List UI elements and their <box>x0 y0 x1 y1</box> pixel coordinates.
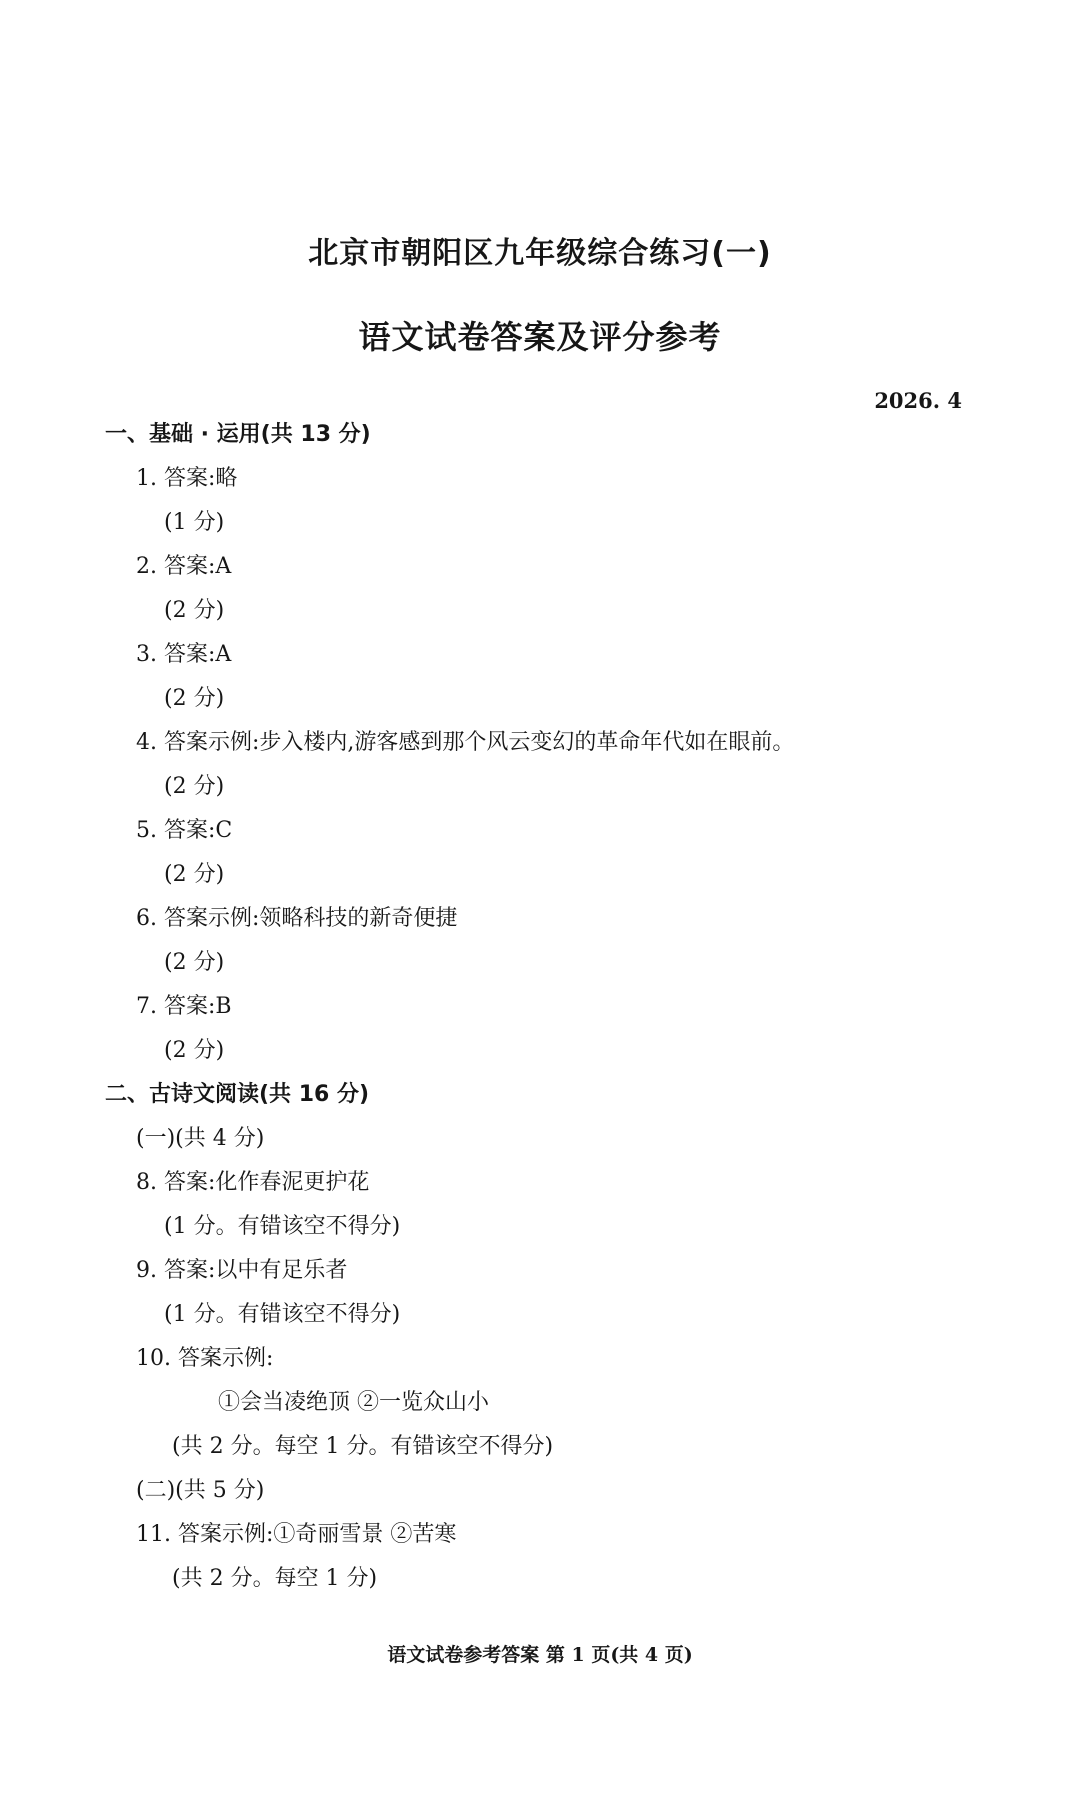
answer-line: 4. 答案示例:步入楼内,游客感到那个风云变幻的革命年代如在眼前。 <box>136 730 795 755</box>
subsection-heading: (一)(共 4 分) <box>136 1126 265 1151</box>
subsection-heading: (二)(共 5 分) <box>136 1478 265 1503</box>
answer-line: 8. 答案:化作春泥更护花 <box>136 1170 370 1195</box>
document-date: 2026. 4 <box>874 388 962 413</box>
answer-line: 9. 答案:以中有足乐者 <box>136 1258 348 1283</box>
answer-line: 5. 答案:C <box>136 818 233 843</box>
answer-line: 7. 答案:B <box>136 994 232 1019</box>
answer-line: ①会当凌绝顶 ②一览众山小 <box>218 1390 489 1415</box>
answer-line: 11. 答案示例:①奇丽雪景 ②苦寒 <box>136 1522 457 1547</box>
score-line: (2 分) <box>164 598 225 623</box>
section-heading-basics: 一、基础 · 运用(共 13 分) <box>105 422 371 447</box>
score-line: (2 分) <box>164 774 225 799</box>
answer-line: 1. 答案:略 <box>136 466 238 491</box>
page-footer: 语文试卷参考答案 第 1 页(共 4 页) <box>387 1644 693 1666</box>
answer-line: 3. 答案:A <box>136 642 232 667</box>
document-subtitle: 语文试卷答案及评分参考 <box>358 318 722 356</box>
score-line: (2 分) <box>164 1038 225 1063</box>
score-line: (1 分) <box>164 510 225 535</box>
score-line: (2 分) <box>164 686 225 711</box>
score-line: (1 分。有错该空不得分) <box>164 1214 401 1239</box>
document-title: 北京市朝阳区九年级综合练习(一) <box>308 236 772 271</box>
score-line: (2 分) <box>164 950 225 975</box>
score-line: (2 分) <box>164 862 225 887</box>
score-line: (共 2 分。每空 1 分) <box>172 1566 378 1591</box>
score-line: (共 2 分。每空 1 分。有错该空不得分) <box>172 1434 554 1459</box>
answer-line: 6. 答案示例:领略科技的新奇便捷 <box>136 906 458 931</box>
answer-line: 2. 答案:A <box>136 554 232 579</box>
section-heading-classical: 二、古诗文阅读(共 16 分) <box>105 1082 370 1107</box>
score-line: (1 分。有错该空不得分) <box>164 1302 401 1327</box>
answer-line: 10. 答案示例: <box>136 1346 274 1371</box>
